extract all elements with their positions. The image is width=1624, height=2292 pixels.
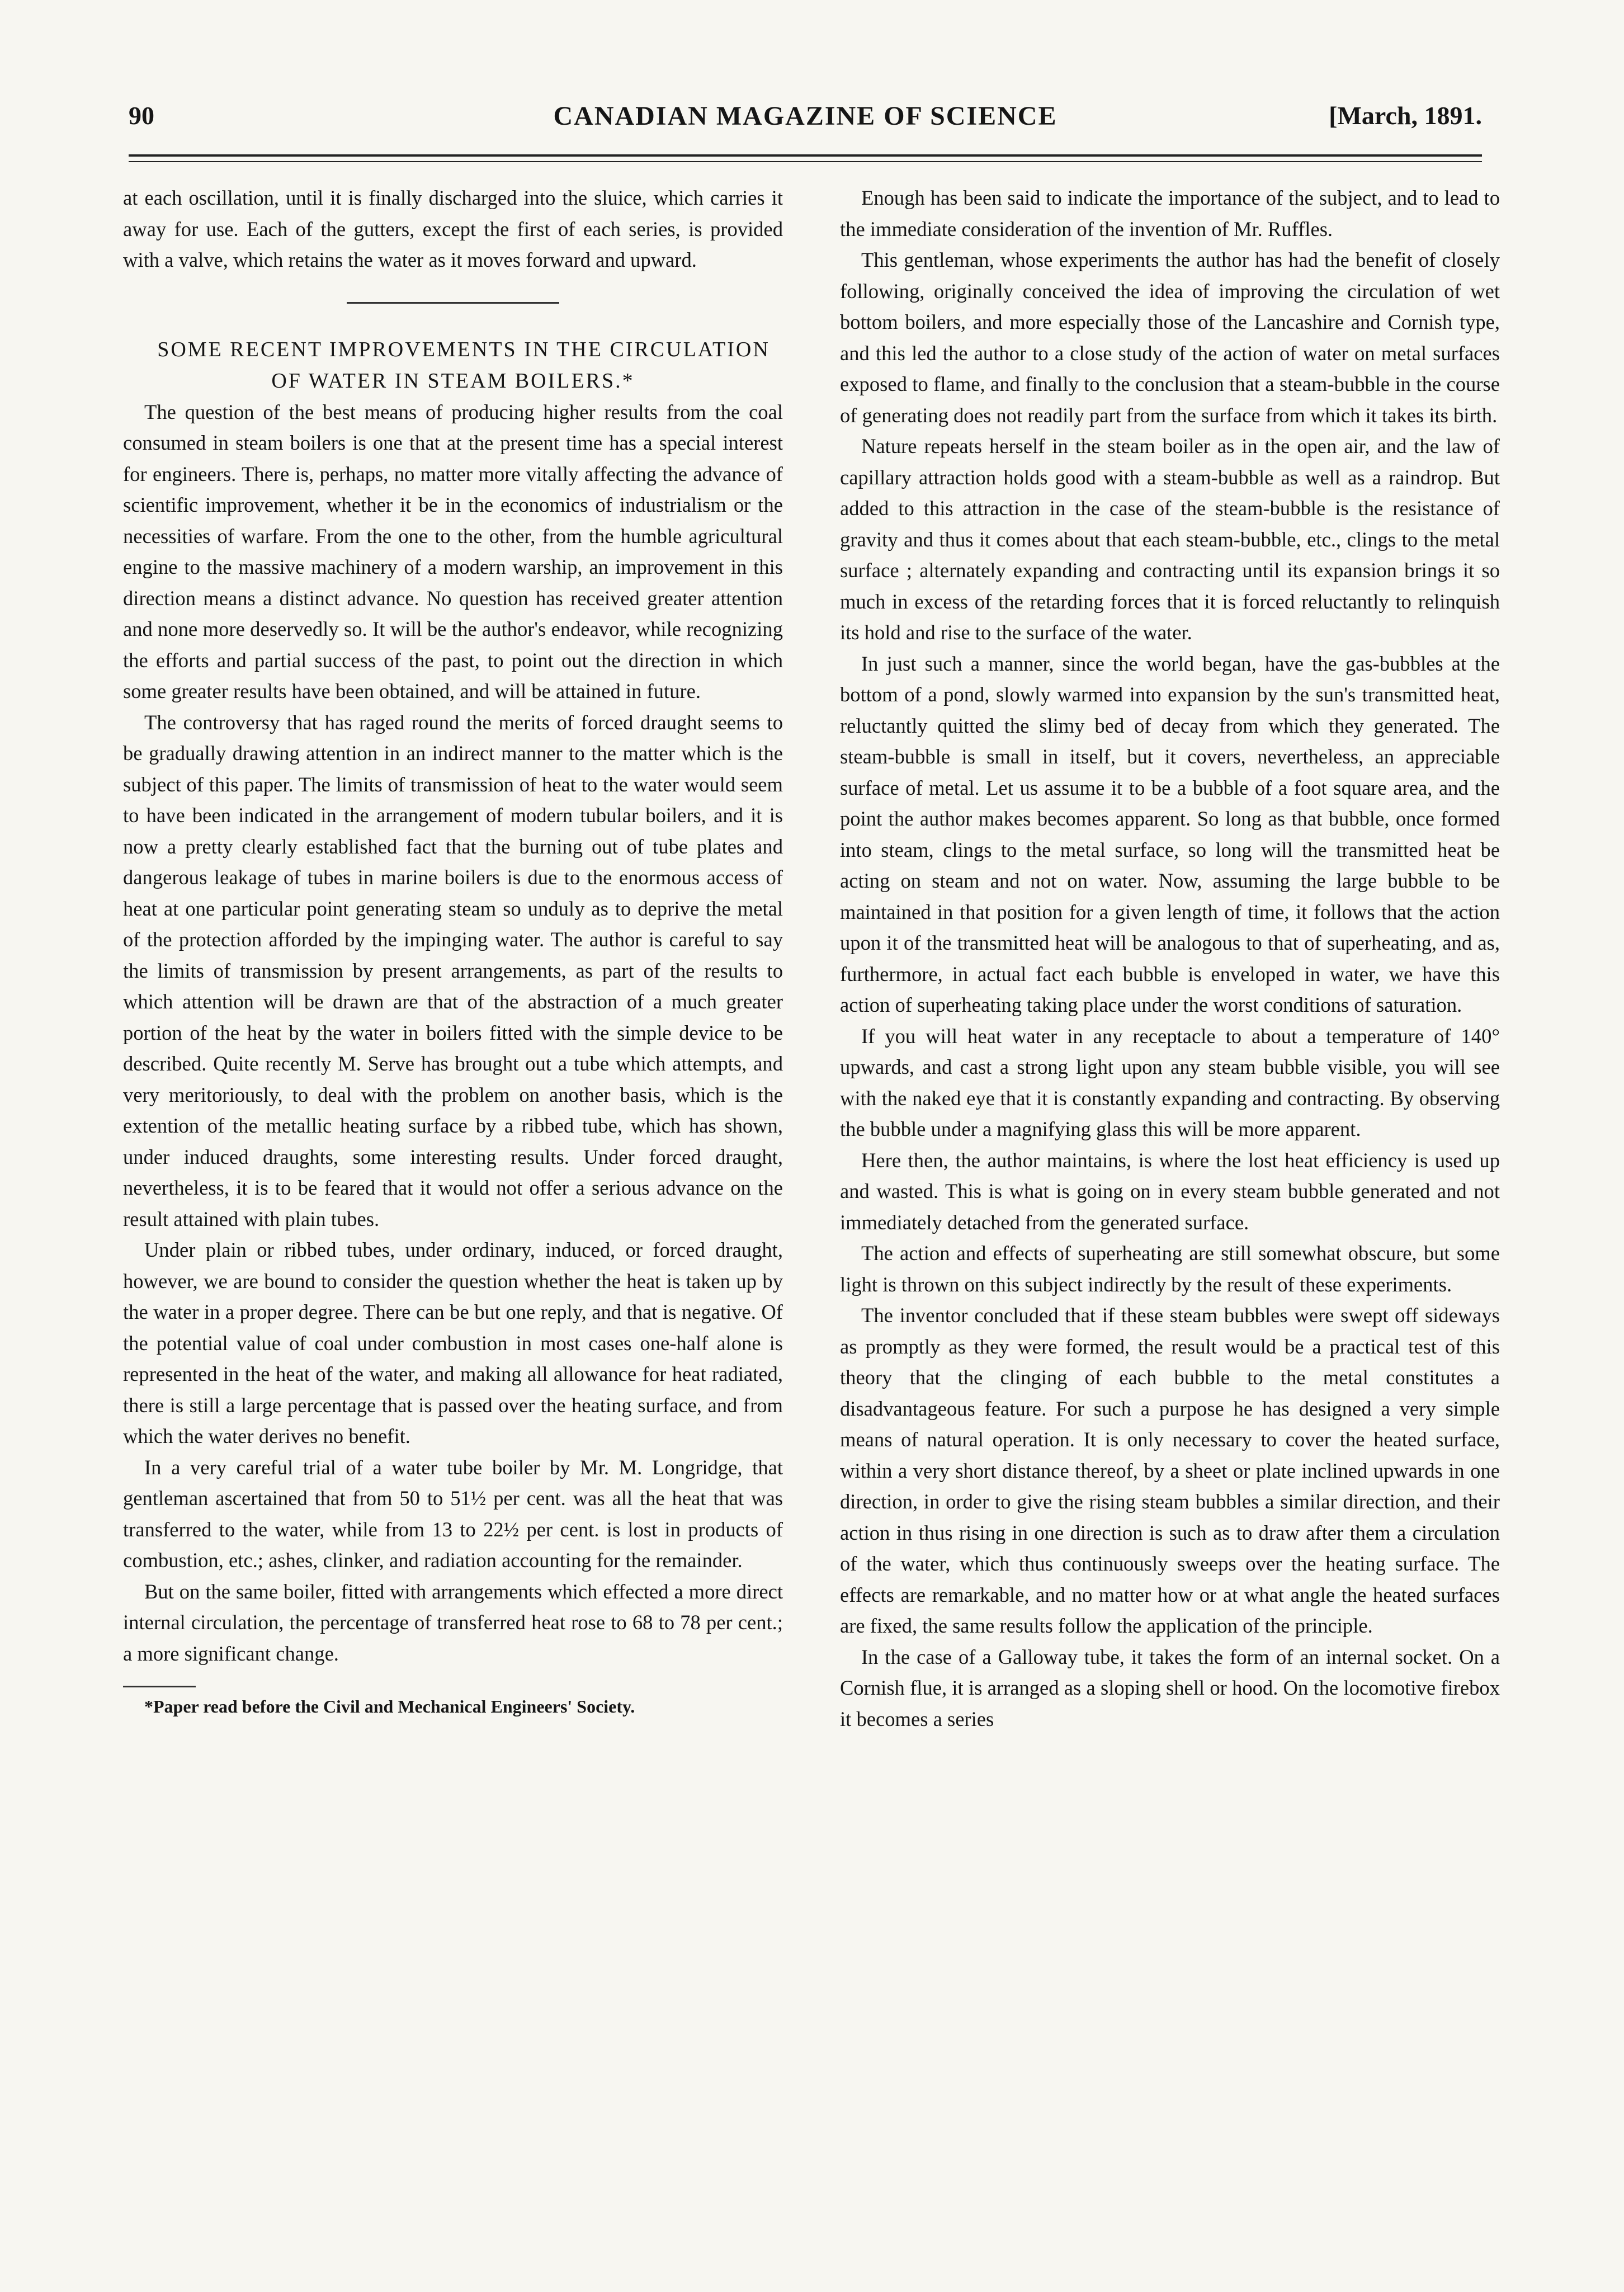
- body-paragraph: Nature repeats herself in the steam boiler as in the open air, and the law of capillary attraction holds good with a steam-bubble as well as a raindrop. But added to this attraction in the case of the steam-bubble is the resistance of gravity and thus it comes about that each steam-bubble, etc., clings to the metal surface ; alternately expanding and contracting until its expansion brings it so much in excess of the retarding forces that it is forced reluctantly to relinquish its hold and rise to the surface of the water.: [840, 435, 1500, 644]
- body-paragraph: The inventor concluded that if these steam bubbles were swept off sideways as promptly as they were formed, the result would be a practical test of this theory that the clinging of each bubble to the metal constitutes a disadvantageous feature. For such a purpose he has designed a very simple means of natural operation. It is only necessary to cover the heated surface, within a very short distance thereof, by a sheet or plate inclined upwards in one direction, in order to give the rising steam bubbles a similar direction, and their action in thus rising in one direction is such as to draw after them a circulation of the water, which thus continuously sweeps over the heating surface. The effects are remarkable, and no matter how or at what angle the heated surfaces are fixed, the same results follow the application of the principle.: [840, 1304, 1500, 1637]
- body-paragraph: Under plain or ribbed tubes, under ordinary, induced, or forced draught, however, we are bound to consider the question whether the heat is taken up by the water in a proper degree. There can be but one reply, and that is negative. Of the potential value of coal under combustion in most cases one-half alone is represented in the heat of the water, and making all allowance for heat radiated, there is still a large percentage that is passed over the heating surface, and from which the water derives no benefit.: [123, 1238, 783, 1447]
- body-paragraph: The action and effects of superheating are still somewhat obscure, but some light is thrown on this subject indirectly by the result of these experiments.: [840, 1242, 1500, 1296]
- body-paragraph: The question of the best means of producing higher results from the coal consumed in steam boilers is one that at the present time has a special interest for engineers. There is, perhaps, no matter more vitally affecting the advance of scientific improvement, whether it be in the economics of industrialism or the necessities of warfare. From the one to the other, from the humble agricultural engine to the massive machinery of a modern warship, an improvement in this direction means a distinct advance. No question has received greater attention and none more deservedly so. It will be the author's endeavor, while recognizing the efforts and partial success of the past, to point out the direction in which some greater results have been obtained, and will be attained in future.: [123, 400, 783, 702]
- header-rule-thick: [129, 154, 1482, 157]
- issue-date: [March, 1891.: [1329, 101, 1482, 130]
- body-paragraph: Here then, the author maintains, is where the lost heat efficiency is used up and wasted. This is what is going on in every steam bubble generated and not immediately detached from the generated surface.: [840, 1148, 1500, 1234]
- body-paragraph: Enough has been said to indicate the importance of the subject, and to lead to the immediate consideration of the invention of Mr. Ruffles.: [840, 186, 1500, 240]
- right-column: [840, 182, 1500, 1734]
- section-separator: [123, 295, 783, 312]
- magazine-title: CANADIAN MAGAZINE OF SCIENCE: [553, 101, 1058, 131]
- page-number: 90: [129, 101, 154, 130]
- continued-paragraph: at each oscillation, until it is finally discharged into the sluice, which carries it away for use. Each of the gutters, except the first of each series, is provided with a valve, which retains the water as it moves forward and upward.: [123, 186, 783, 271]
- body-paragraph: This gentleman, whose experiments the author has had the benefit of closely following, originally conceived the idea of improving the circulation of wet bottom boilers, and more especially those of the Lancashire and Cornish type, and this led the author to a close study of the action of water on metal surfaces exposed to flame, and finally to the conclusion that a steam-bubble in the course of generating does not readily part from the surface from which it takes its birth.: [840, 248, 1500, 427]
- article-title: SOME RECENT IMPROVEMENTS IN THE CIRCULATION OF WATER IN STEAM BOILERS.*: [157, 337, 770, 393]
- body-paragraph: In just such a manner, since the world began, have the gas-bubbles at the bottom of a pond, slowly warmed into expansion by the sun's transmitted heat, reluctantly quitted the slimy bed of decay from which they generated. The steam-bubble is small in itself, but it covers, nevertheless, an appreciable surface of metal. Let us assume it to be a bubble of a foot square area, and the point the author makes becomes apparent. So long as that bubble, once formed into steam, clings to the metal surface, so long will the transmitted heat be acting on steam and not on water. Now, assuming the large bubble to be maintained in that position for a given length of time, it follows that the action upon it of the transmitted heat will be analogous to that of superheating, and as, furthermore, in actual fact each bubble is enveloped in water, we have this action of superheating taking place under the worst conditions of saturation.: [840, 652, 1500, 1016]
- body-paragraph: In the case of a Galloway tube, it takes the form of an internal socket. On a Cornish flue, it is arranged as a sloping shell or hood. On the locomotive firebox it becomes a series: [840, 1645, 1500, 1730]
- body-paragraph: If you will heat water in any receptacle to about a temperature of 140° upwards, and cast a strong light upon any steam bubble visible, you will see with the naked eye that it is constantly expanding and contracting. By observing the bubble under a magnifying glass this will be more apparent.: [840, 1024, 1500, 1140]
- body-paragraph: The controversy that has raged round the merits of forced draught seems to be gradually drawing attention in an indirect manner to the matter which is the subject of this paper. The limits of transmission of heat to the water would seem to have been indicated in the arrangement of modern tubular boilers, and it is now a pretty clearly established fact that the burning out of tube plates and dangerous leakage of tubes in marine boilers is due to the enormous access of heat at one particular point generating steam so unduly as to deprive the metal of the protection afforded by the impinging water. The author is careful to say the limits of transmission by present arrangements, as part of the results to which attention will be drawn are that of the abstraction of a much greater portion of the heat by the water in boilers fitted with the simple device to be described. Quite recently M. Serve has brought out a tube which attempts, and very meritoriously, to deal with the problem on another basis, which is the extention of the metallic heating surface by a ribbed tube, which has shown, under induced draughts, some interesting results. Under forced draught, nevertheless, it is to be feared that it would not offer a serious advance on the result attained with plain tubes.: [123, 710, 783, 1230]
- footnote-rule: [123, 1686, 196, 1687]
- body-paragraph: But on the same boiler, fitted with arrangements which effected a more direct internal circulation, the percentage of transferred heat rose to 68 to 78 per cent.; a more significant change.: [123, 1579, 783, 1665]
- running-header: [129, 101, 1482, 140]
- header-rule-thin: [129, 161, 1482, 162]
- body-paragraph: In a very careful trial of a water tube boiler by Mr. M. Longridge, that gentleman ascertained that from 50 to 51½ per cent. was all the heat that was transferred to the water, while from 13 to 22½ per cent. is lost in products of combustion, etc.; ashes, clinker, and radiation accounting for the remainder.: [123, 1455, 783, 1572]
- left-column: [123, 182, 783, 1720]
- footnote: *Paper read before the Civil and Mechanical Engineers' Society.: [144, 1696, 635, 1716]
